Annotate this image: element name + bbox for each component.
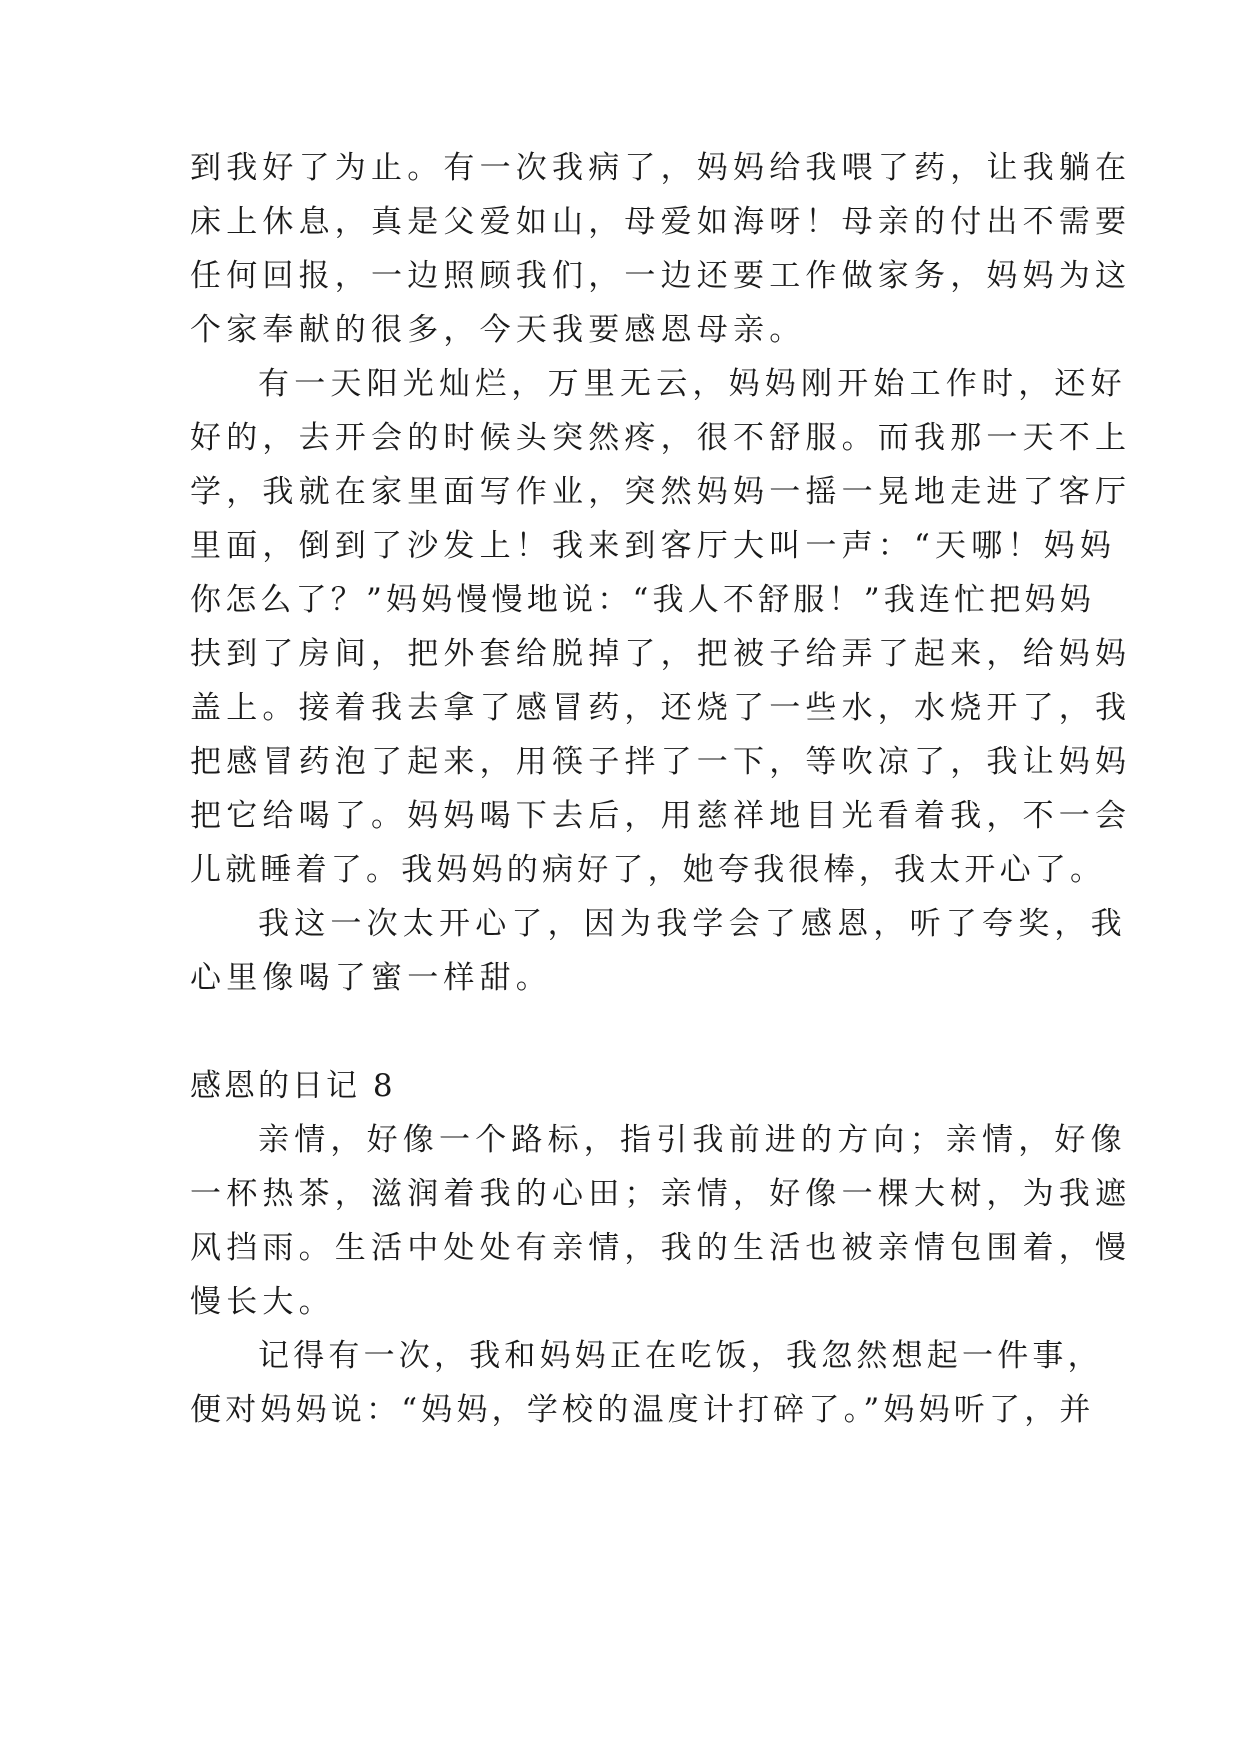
text-line: 任何回报，一边照顾我们，一边还要工作做家务，妈妈为这	[190, 258, 1132, 294]
text-line: 便对妈妈说：“妈妈，学校的温度计打碎了。”妈妈听了，并	[190, 1392, 1095, 1428]
text-line: 床上休息，真是父爱如山，母爱如海呀！母亲的付出不需要	[190, 204, 1132, 240]
paragraph-first-line: 有一天阳光灿烂，万里无云，妈妈刚开始工作时，还好	[258, 366, 1127, 402]
paragraph-first-line: 亲情，好像一个路标，指引我前进的方向；亲情，好像	[258, 1122, 1127, 1158]
text-line: 里面，倒到了沙发上！我来到客厅大叫一声：“天哪！妈妈	[190, 528, 1117, 564]
section-title: 感恩的日记 8	[190, 1068, 396, 1104]
text-line: 慢长大。	[190, 1284, 335, 1320]
text-line: 儿就睡着了。我妈妈的病好了，她夸我很棒，我太开心了。	[190, 852, 1106, 888]
text-line: 心里像喝了蜜一样甜。	[190, 960, 552, 996]
text-line: 风挡雨。生活中处处有亲情，我的生活也被亲情包围着，慢	[190, 1230, 1132, 1266]
paragraph-first-line: 我这一次太开心了，因为我学会了感恩，听了夸奖，我	[258, 906, 1127, 942]
text-line: 盖上。接着我去拿了感冒药，还烧了一些水，水烧开了，我	[190, 690, 1132, 726]
text-line: 一杯热茶，滋润着我的心田；亲情，好像一棵大树，为我遮	[190, 1176, 1132, 1212]
text-line: 学，我就在家里面写作业，突然妈妈一摇一晃地走进了客厅	[190, 474, 1132, 510]
text-line: 个家奉献的很多，今天我要感恩母亲。	[190, 312, 806, 348]
text-line: 到我好了为止。有一次我病了，妈妈给我喂了药，让我躺在	[190, 150, 1132, 186]
text-line: 把感冒药泡了起来，用筷子拌了一下，等吹凉了，我让妈妈	[190, 744, 1132, 780]
text-line: 你怎么了？”妈妈慢慢地说：“我人不舒服！”我连忙把妈妈	[190, 582, 1095, 618]
text-line: 把它给喝了。妈妈喝下去后，用慈祥地目光看着我，不一会	[190, 798, 1132, 834]
text-line: 扶到了房间，把外套给脱掉了，把被子给弄了起来，给妈妈	[190, 636, 1132, 672]
paragraph-first-line: 记得有一次，我和妈妈正在吃饭，我忽然想起一件事，	[258, 1338, 1103, 1374]
text-line: 好的，去开会的时候头突然疼，很不舒服。而我那一天不上	[190, 420, 1132, 456]
